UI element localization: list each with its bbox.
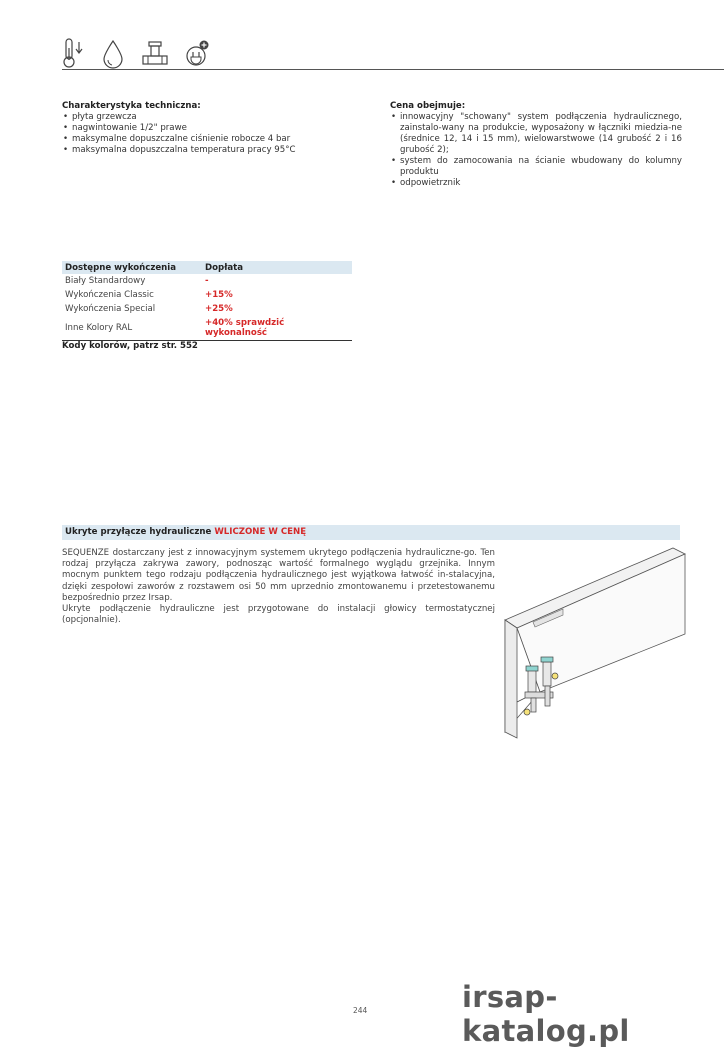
feature-icons [60, 30, 210, 70]
connection-description [62, 548, 495, 626]
price-list [390, 112, 682, 189]
pipe-fitting-icon [140, 36, 170, 70]
finish-name: Wykończenia Classic [65, 290, 154, 300]
finish-extra: +40% sprawdzić wykonalność [202, 316, 352, 340]
table-row [62, 274, 352, 288]
table-header-row [62, 261, 352, 274]
watermark: irsap-katalog.pl [462, 980, 630, 1048]
table-row [62, 302, 352, 316]
radiator-valve-illustration [495, 542, 685, 742]
list-item: • nagwintowanie 1/2" prawe [62, 123, 382, 134]
list-item: • odpowietrznik [390, 178, 682, 189]
column-header-extra: Dopłata [202, 261, 352, 274]
list-item: • innowacyjny "schowany" system podłączenia hydraulicznego, zainstalo-wany na produkcie, wyposażony w łączniki miedzia-ne (średnice 12, 14 i 15 mm), wielowarstwowe (14 grubość 2 i 16 grubość 2); [390, 112, 682, 156]
finishes-table [62, 261, 352, 341]
description-paragraph: SEQUENZE dostarczany jest z innowacyjnym systemem ukrytego podłączenia hydrauliczne-go. Ten rodzaj przyłącza zakrywa zawory, podnosząc wartość formalnego wyglądu grzejnika. Innym mocnym punktem tego rodzaju podłączenia hydraulicznego jest wyjątkowa łatwość in-stalacyjna, dzięki zespołowi zaworów z rozstawem osi 50 mm uprzednio zmontowanemu i przetestowanemu bezpośrednio przez Irsap. [62, 548, 495, 603]
section-highlight: WLICZONE W CENĘ [214, 527, 307, 537]
finish-name: Biały Standardowy [65, 276, 146, 286]
page-number: 244 [353, 1006, 368, 1015]
thermometer-down-icon [60, 36, 86, 70]
list-item: • system do zamocowania na ścianie wbudowany do kolumny produktu [390, 156, 682, 178]
list-item: • płyta grzewcza [62, 112, 382, 123]
list-item: • maksymalna dopuszczalna temperatura pracy 95°C [62, 145, 382, 156]
price-includes [390, 101, 682, 189]
technical-specs [62, 101, 382, 156]
color-codes-note: Kody kolorów, patrz str. 552 [62, 341, 198, 351]
finish-name: Wykończenia Special [65, 304, 156, 314]
list-item: • maksymalne dopuszczalne ciśnienie robocze 4 bar [62, 134, 382, 145]
plug-plus-icon [184, 36, 210, 70]
section-title-bar [62, 525, 680, 540]
header-divider [62, 69, 724, 70]
finish-name: Inne Kolory RAL [62, 316, 202, 340]
finish-extra: +15% [205, 290, 233, 300]
section-title: Ukryte przyłącze hydrauliczne [65, 527, 215, 537]
specs-list [62, 112, 382, 156]
table-row [62, 316, 352, 340]
water-drop-icon [100, 36, 126, 70]
description-paragraph: Ukryte podłączenie hydrauliczne jest przygotowane do instalacji głowicy termostatycznej (opcjonalnie). [62, 604, 495, 626]
column-header-finish: Dostępne wykończenia [62, 261, 202, 274]
finish-extra: - [205, 276, 209, 286]
price-heading: Cena obejmuje: [390, 101, 466, 111]
table-row [62, 288, 352, 302]
specs-heading: Charakterystyka techniczna: [62, 101, 201, 111]
finish-extra: +25% [205, 304, 233, 314]
